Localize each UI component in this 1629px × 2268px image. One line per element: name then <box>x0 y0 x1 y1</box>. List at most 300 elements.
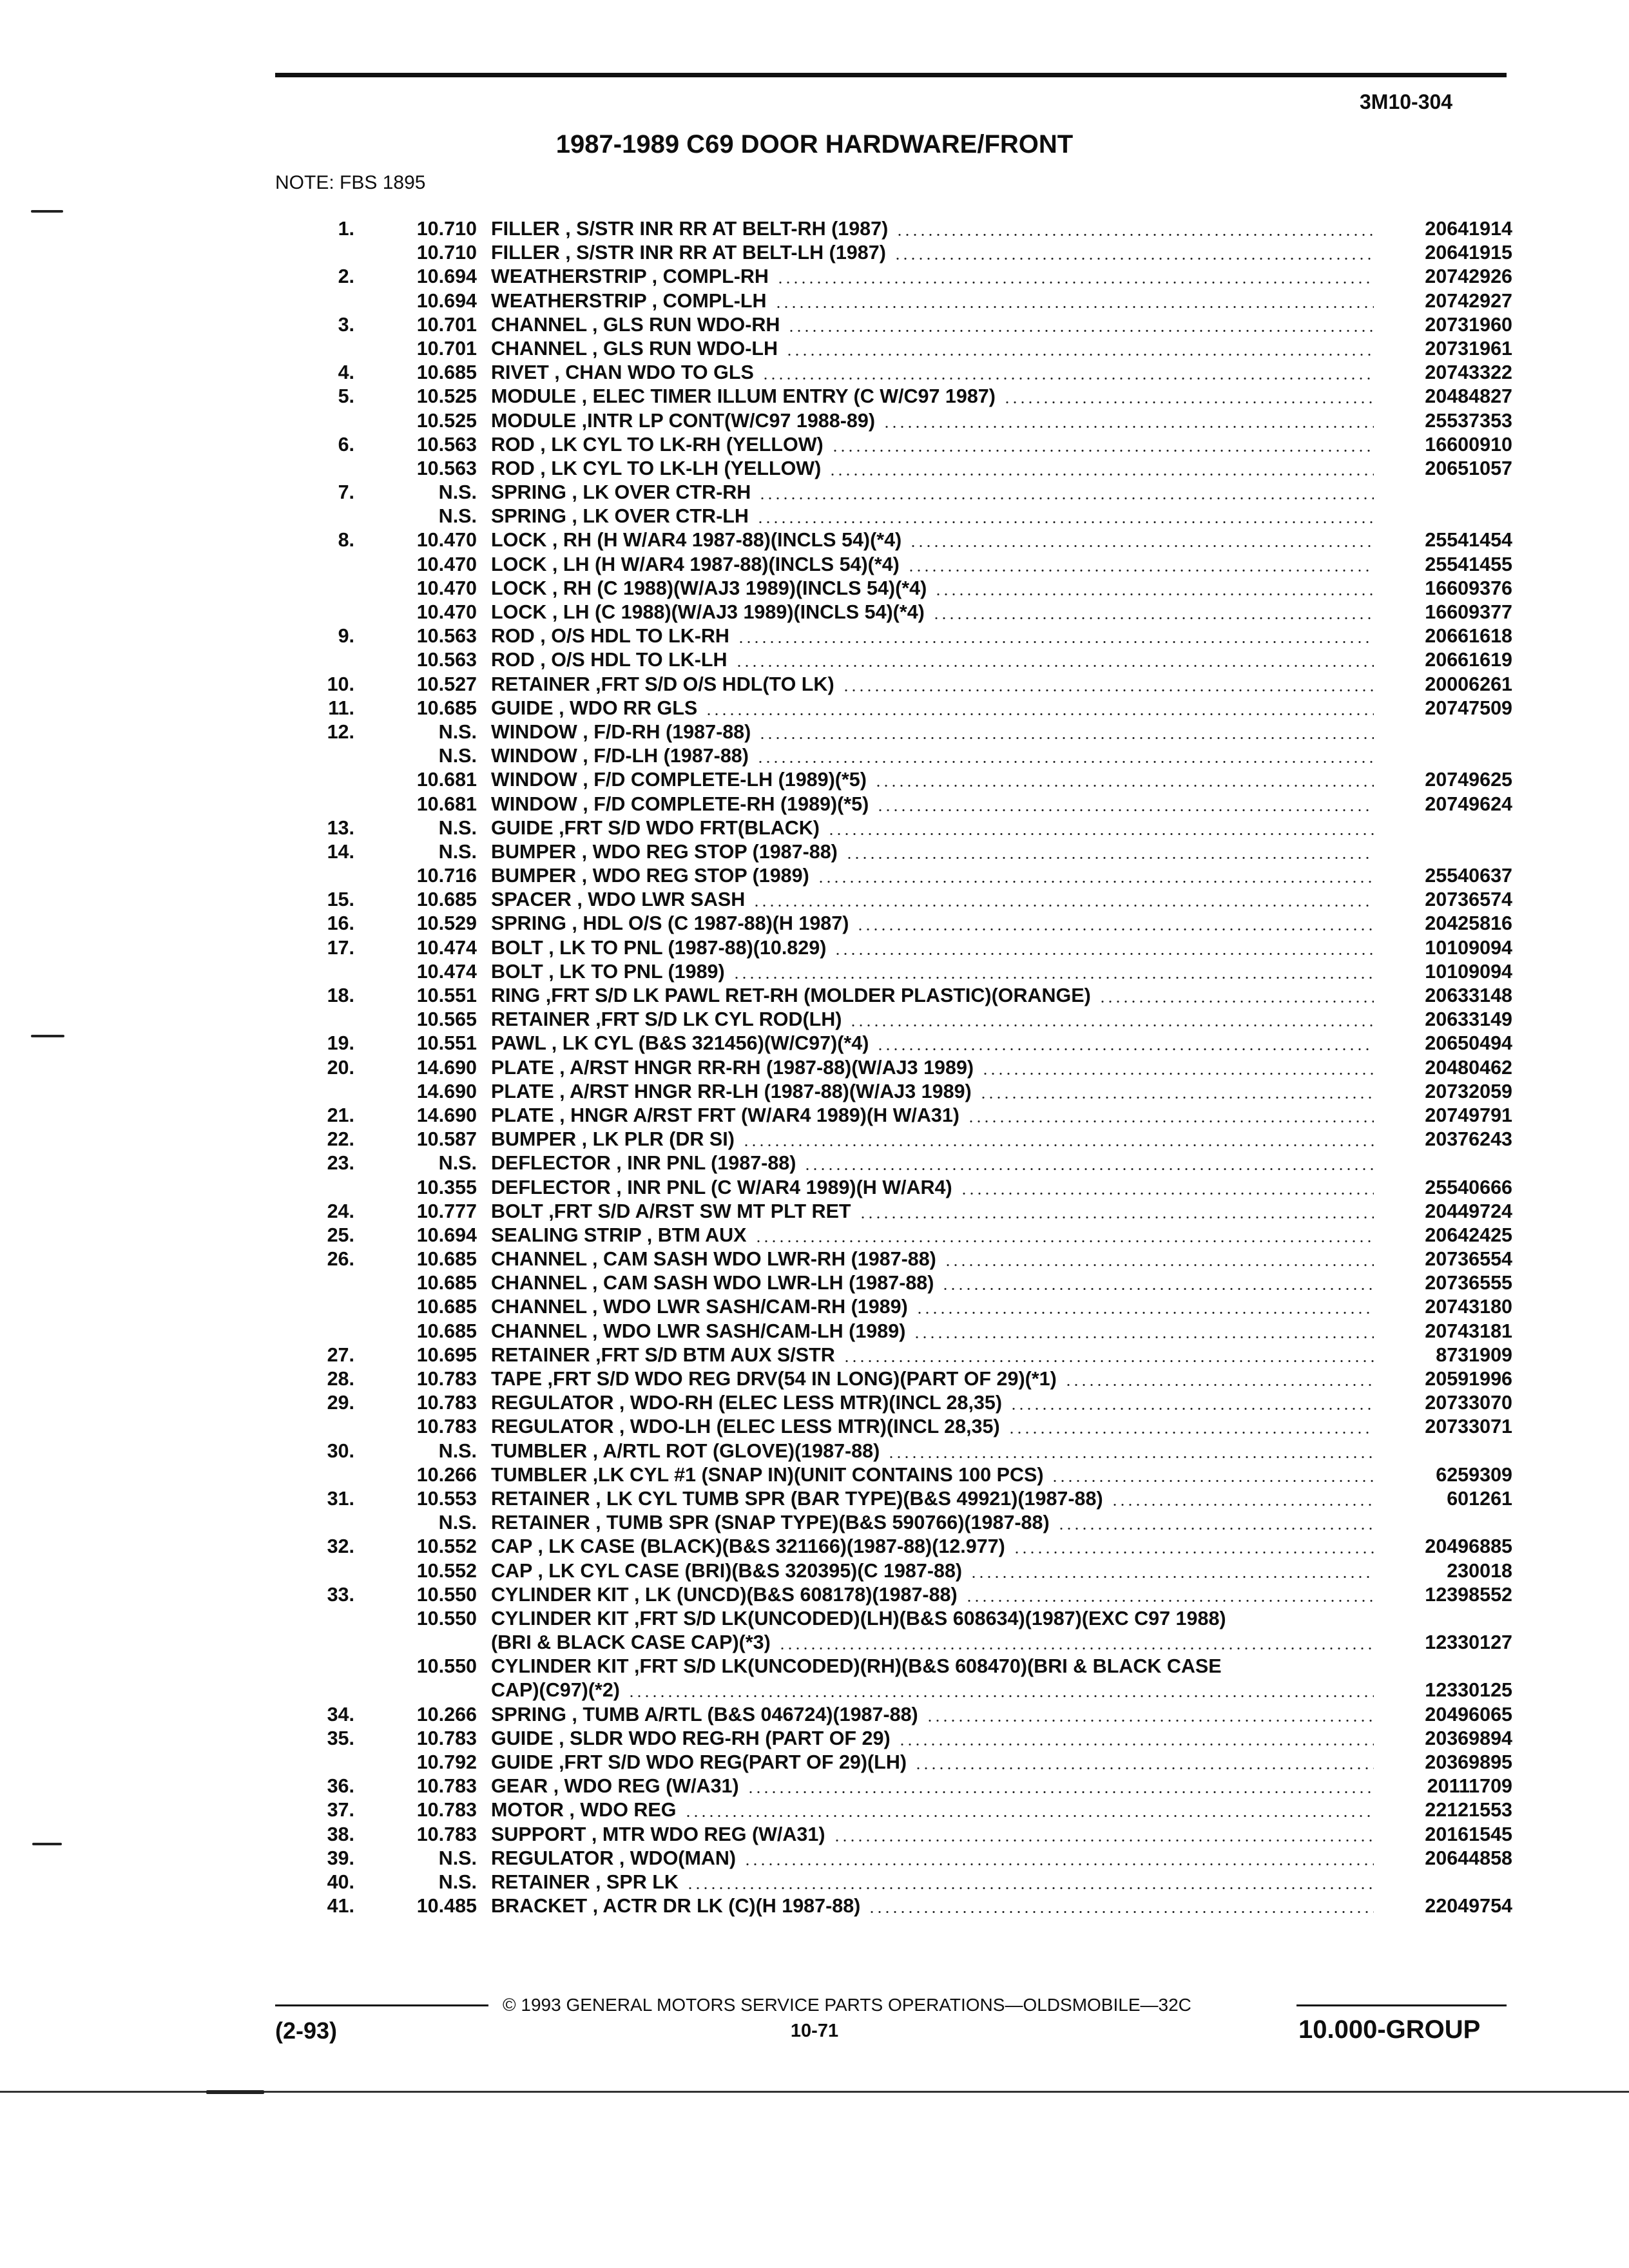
part-row <box>275 505 1512 528</box>
description-text: TUMBLER , A/RTL ROT (GLOVE)(1987-88) <box>491 1439 880 1462</box>
part-description <box>491 1247 1374 1271</box>
part-description <box>491 1271 1374 1295</box>
part-row <box>275 1080 1512 1104</box>
part-number: 20742927 <box>1425 289 1512 312</box>
description-text: CHANNEL , GLS RUN WDO-RH <box>491 313 780 336</box>
group-number: 10.783 <box>416 1823 477 1845</box>
part-row <box>275 1200 1512 1224</box>
item-number: 16. <box>327 912 354 935</box>
part-row <box>275 1678 1512 1702</box>
part-description <box>491 768 1374 792</box>
dot-leader <box>896 234 1374 236</box>
part-row <box>275 361 1512 385</box>
item-number: 7. <box>338 481 354 504</box>
dot-leader <box>1051 1480 1374 1482</box>
dot-leader <box>907 570 1374 572</box>
dot-leader <box>970 1576 1374 1578</box>
group-number: 10.685 <box>416 361 477 384</box>
group-number: 10.470 <box>416 577 477 599</box>
item-number: 24. <box>327 1200 354 1222</box>
dot-leader <box>967 1120 1374 1122</box>
part-row <box>275 768 1512 792</box>
part-row <box>275 936 1512 960</box>
group-number: 10.563 <box>416 625 477 648</box>
part-description <box>491 313 1374 337</box>
part-number: 25540637 <box>1425 865 1512 887</box>
part-number: 20650494 <box>1425 1032 1512 1055</box>
part-description <box>491 1870 1374 1894</box>
dot-leader <box>775 306 1374 308</box>
group-number: 10.694 <box>416 265 477 288</box>
part-row <box>275 1008 1512 1032</box>
group-number: N.S. <box>438 840 477 863</box>
part-row <box>275 744 1512 768</box>
part-row <box>275 840 1512 864</box>
description-text: CYLINDER KIT , LK (UNCD)(B&S 608178)(1987-88) <box>491 1583 958 1606</box>
description-text: ROD , O/S HDL TO LK-RH <box>491 625 729 648</box>
group-number: 10.565 <box>416 1008 477 1031</box>
dot-leader <box>859 1216 1374 1218</box>
group-number: 10.685 <box>416 1272 477 1294</box>
footer-copyright: © 1993 GENERAL MOTORS SERVICE PARTS OPERATIONS—OLDSMOBILE—32C <box>503 1995 1191 2015</box>
item-number: 5. <box>338 385 354 408</box>
part-number: 20496065 <box>1425 1703 1512 1725</box>
group-number: 10.470 <box>416 529 477 552</box>
part-number: 16600910 <box>1425 433 1512 456</box>
dot-leader <box>842 689 1374 691</box>
part-row <box>275 888 1512 912</box>
item-number: 17. <box>327 936 354 959</box>
part-number: 20369894 <box>1425 1727 1512 1749</box>
description-text: MODULE ,INTR LP CONT(W/C97 1988-89) <box>491 409 875 432</box>
dot-leader <box>686 1887 1374 1889</box>
dot-leader <box>833 1840 1374 1841</box>
group-number: N.S. <box>438 745 477 767</box>
dot-leader <box>737 641 1374 643</box>
part-number: 20731961 <box>1425 337 1512 360</box>
part-description <box>491 1200 1374 1224</box>
group-number: 10.783 <box>416 1727 477 1749</box>
part-description <box>491 1415 1374 1439</box>
part-row <box>275 1631 1512 1655</box>
part-number: 16609376 <box>1425 577 1512 599</box>
description-text: BOLT ,FRT S/D A/RST SW MT PLT RET <box>491 1200 851 1222</box>
description-text: CYLINDER KIT ,FRT S/D LK(UNCODED)(LH)(B&S 608634)(1987)(EXC C97 1988) <box>491 1607 1226 1629</box>
description-text: RETAINER , TUMB SPR (SNAP TYPE)(B&S 590766)(1987-88) <box>491 1512 1050 1534</box>
description-text: SPRING , LK OVER CTR-LH <box>491 505 749 528</box>
part-row <box>275 648 1512 672</box>
description-text: SUPPORT , MTR WDO REG (W/A31) <box>491 1823 825 1845</box>
description-text: MOTOR , WDO REG <box>491 1799 677 1821</box>
description-text: CHANNEL , GLS RUN WDO-LH <box>491 337 778 360</box>
group-number: 10.694 <box>416 289 477 312</box>
group-number: 10.681 <box>416 793 477 815</box>
part-number: 20633148 <box>1425 985 1512 1006</box>
part-description <box>491 840 1374 864</box>
part-description <box>491 1703 1374 1727</box>
part-number: 20749625 <box>1425 769 1512 791</box>
dot-leader <box>786 354 1374 356</box>
item-number: 8. <box>338 529 354 552</box>
group-number: 10.529 <box>416 912 477 935</box>
group-number: 10.474 <box>416 936 477 959</box>
dot-leader <box>755 1240 1374 1242</box>
group-number: 14.690 <box>416 1056 477 1079</box>
group-number: 10.716 <box>416 865 477 887</box>
part-description <box>491 888 1374 912</box>
description-text: ROD , LK CYL TO LK-RH (YELLOW) <box>491 433 824 456</box>
description-text: SPRING , LK OVER CTR-RH <box>491 481 751 504</box>
group-number: 10.355 <box>416 1176 477 1198</box>
part-description <box>491 528 1374 552</box>
dot-leader <box>934 593 1374 595</box>
part-number: 20749791 <box>1425 1104 1512 1126</box>
page-note <box>275 172 425 194</box>
part-row <box>275 1487 1512 1511</box>
dot-leader <box>944 1264 1374 1266</box>
part-number: 20742926 <box>1425 265 1512 288</box>
dot-leader <box>1003 401 1374 403</box>
item-number: 31. <box>327 1487 354 1510</box>
group-number: N.S. <box>438 816 477 839</box>
group-number: N.S. <box>438 1870 477 1893</box>
group-number: 10.474 <box>416 960 477 983</box>
part-description <box>491 673 1374 697</box>
description-text: WINDOW , F/D-LH (1987-88) <box>491 745 749 767</box>
item-number: 26. <box>327 1248 354 1271</box>
part-number: 20641914 <box>1425 218 1512 240</box>
dot-leader <box>834 953 1374 955</box>
dot-leader <box>787 330 1374 332</box>
group-number: 10.792 <box>416 1751 477 1773</box>
part-description <box>491 1463 1374 1487</box>
part-description <box>491 1224 1374 1247</box>
dot-leader <box>876 1048 1374 1050</box>
part-description <box>491 960 1374 984</box>
description-text: ROD , O/S HDL TO LK-LH <box>491 649 728 671</box>
part-row <box>275 912 1512 936</box>
part-number: 6259309 <box>1436 1463 1512 1486</box>
part-number: 12398552 <box>1425 1583 1512 1606</box>
group-number: N.S. <box>438 1152 477 1175</box>
description-text: REGULATOR , WDO(MAN) <box>491 1847 737 1869</box>
group-number: 10.553 <box>416 1487 477 1510</box>
description-text: LOCK , LH (C 1988)(W/AJ3 1989)(INCLS 54)(*4) <box>491 601 925 623</box>
part-row <box>275 1847 1512 1870</box>
description-text: BUMPER , WDO REG STOP (1989) <box>491 865 809 887</box>
description-text: BUMPER , WDO REG STOP (1987-88) <box>491 840 838 863</box>
item-number: 27. <box>327 1343 354 1366</box>
group-number: 10.783 <box>416 1392 477 1414</box>
part-description <box>491 912 1374 936</box>
dot-leader <box>979 1097 1374 1099</box>
part-row <box>275 433 1512 457</box>
group-number: 10.685 <box>416 697 477 719</box>
group-number: 10.563 <box>416 649 477 671</box>
description-text: GUIDE , WDO RR GLS <box>491 697 698 719</box>
part-row <box>275 1151 1512 1175</box>
description-text: LOCK , RH (C 1988)(W/AJ3 1989)(INCLS 54)(*4) <box>491 577 927 599</box>
group-number: N.S. <box>438 1439 477 1462</box>
part-number: 20496885 <box>1425 1535 1512 1558</box>
part-number: 601261 <box>1447 1487 1512 1510</box>
part-number: 25541454 <box>1425 529 1512 552</box>
dot-leader <box>1057 1528 1374 1530</box>
group-number: 10.527 <box>416 673 477 695</box>
margin-mark <box>32 1843 62 1845</box>
part-description <box>491 1104 1374 1128</box>
part-description <box>491 1320 1374 1343</box>
part-description <box>491 1295 1374 1319</box>
part-description <box>491 1151 1374 1175</box>
description-text: RETAINER ,FRT S/D LK CYL ROD(LH) <box>491 1008 842 1031</box>
dot-leader <box>684 1815 1374 1817</box>
part-description <box>491 457 1374 481</box>
part-row <box>275 1391 1512 1415</box>
description-text: (BRI & BLACK CASE CAP)(*3) <box>491 1631 771 1654</box>
part-row <box>275 1343 1512 1367</box>
footer-rule-left <box>275 2004 488 2006</box>
item-number: 40. <box>327 1870 354 1893</box>
item-number: 6. <box>338 433 354 456</box>
part-description <box>491 936 1374 960</box>
part-number: 20111709 <box>1427 1775 1512 1798</box>
part-row <box>275 1056 1512 1080</box>
description-text: REGULATOR , WDO-LH (ELEC LESS MTR)(INCL 28,35) <box>491 1416 1000 1438</box>
dot-leader <box>757 521 1374 523</box>
description-text: CAP , LK CASE (BLACK)(B&S 321166)(1987-88)(12.977) <box>491 1535 1005 1558</box>
dot-leader <box>894 258 1374 260</box>
description-text: GUIDE ,FRT S/D WDO REG(PART OF 29)(LH) <box>491 1751 907 1773</box>
part-row <box>275 1607 1512 1631</box>
page-title: 1987-1989 C69 DOOR HARDWARE/FRONT <box>555 130 1074 159</box>
part-number: 22049754 <box>1425 1895 1512 1917</box>
description-text: RETAINER ,FRT S/D O/S HDL(TO LK) <box>491 673 834 695</box>
dot-leader <box>735 665 1374 667</box>
part-row <box>275 1295 1512 1319</box>
part-description <box>491 1847 1374 1870</box>
part-row <box>275 697 1512 720</box>
part-description <box>491 481 1374 505</box>
part-row <box>275 673 1512 697</box>
description-text: LOCK , RH (H W/AR4 1987-88)(INCLS 54)(*4) <box>491 529 902 552</box>
part-row <box>275 1751 1512 1774</box>
part-row <box>275 1128 1512 1151</box>
dot-leader <box>705 713 1374 715</box>
part-description <box>491 1032 1374 1055</box>
part-number: 20449724 <box>1425 1200 1512 1222</box>
dot-leader <box>868 1911 1374 1913</box>
item-number: 33. <box>327 1583 354 1606</box>
description-text: WEATHERSTRIP , COMPL-RH <box>491 265 769 288</box>
part-row <box>275 553 1512 577</box>
dot-leader <box>817 881 1374 883</box>
footer-rule-right <box>1296 2004 1507 2006</box>
item-number: 20. <box>327 1056 354 1079</box>
item-number: 13. <box>327 816 354 839</box>
part-description <box>491 1678 1374 1702</box>
part-row <box>275 1367 1512 1391</box>
description-text: BRACKET , ACTR DR LK (C)(H 1987-88) <box>491 1895 861 1917</box>
item-number: 25. <box>327 1224 354 1246</box>
item-number: 28. <box>327 1368 354 1390</box>
description-text: BUMPER , LK PLR (DR SI) <box>491 1128 735 1151</box>
item-number: 39. <box>327 1847 354 1869</box>
item-number: 4. <box>338 361 354 384</box>
part-description <box>491 1607 1512 1631</box>
group-number: N.S. <box>438 720 477 743</box>
part-row <box>275 1104 1512 1128</box>
part-number: 20661618 <box>1425 625 1512 648</box>
part-number: 20736574 <box>1425 889 1512 911</box>
part-row <box>275 1774 1512 1798</box>
footer-group: 10.000-GROUP <box>1298 2015 1481 2044</box>
part-number: 16609377 <box>1425 601 1512 623</box>
part-row <box>275 624 1512 648</box>
item-number: 41. <box>327 1895 354 1917</box>
part-description <box>491 984 1374 1008</box>
part-description <box>491 1894 1374 1918</box>
description-text: RETAINER , LK CYL TUMB SPR (BAR TYPE)(B&S 49921)(1987-88) <box>491 1487 1103 1510</box>
group-number: 10.550 <box>416 1583 477 1606</box>
part-description <box>491 217 1374 241</box>
top-rule <box>275 73 1507 77</box>
description-text: FILLER , S/STR INR RR AT BELT-RH (1987) <box>491 218 889 240</box>
dot-leader <box>883 426 1374 428</box>
group-number: 10.685 <box>416 1296 477 1318</box>
part-number: 8731909 <box>1436 1343 1512 1366</box>
dot-leader <box>909 545 1374 547</box>
dot-leader <box>941 1288 1374 1290</box>
part-description <box>491 648 1374 672</box>
group-number: N.S. <box>438 1847 477 1869</box>
part-row <box>275 1894 1512 1918</box>
description-text: PLATE , A/RST HNGR RR-LH (1987-88)(W/AJ3 1989) <box>491 1080 972 1102</box>
margin-mark <box>31 1035 64 1037</box>
description-text: GUIDE ,FRT S/D WDO FRT(BLACK) <box>491 816 820 839</box>
group-number: 10.701 <box>416 313 477 336</box>
item-number: 37. <box>327 1799 354 1821</box>
description-text: CAP)(C97)(*2) <box>491 1679 620 1702</box>
group-number: 10.552 <box>416 1559 477 1582</box>
margin-mark <box>206 2090 264 2094</box>
part-description <box>491 1798 1374 1822</box>
part-number: 20749624 <box>1425 793 1512 815</box>
description-text: RING ,FRT S/D LK PAWL RET-RH (MOLDER PLASTIC)(ORANGE) <box>491 985 1091 1006</box>
dot-leader <box>1008 1432 1374 1434</box>
part-description <box>491 385 1374 408</box>
description-text: WINDOW , F/D-RH (1987-88) <box>491 720 751 743</box>
dot-leader <box>932 617 1374 619</box>
part-number: 12330125 <box>1425 1679 1512 1702</box>
dot-leader <box>827 833 1374 835</box>
group-number: 10.685 <box>416 889 477 911</box>
part-description <box>491 697 1374 720</box>
part-row <box>275 577 1512 601</box>
item-number: 29. <box>327 1392 354 1414</box>
note-value: FBS 1895 <box>340 172 426 193</box>
group-number: 10.777 <box>416 1200 477 1222</box>
dot-leader <box>1099 1001 1374 1003</box>
description-text: WEATHERSTRIP , COMPL-LH <box>491 289 767 312</box>
description-text: REGULATOR , WDO-RH (ELEC LESS MTR)(INCL 28,35) <box>491 1392 1003 1414</box>
item-number: 15. <box>327 889 354 911</box>
description-text: CHANNEL , CAM SASH WDO LWR-LH (1987-88) <box>491 1272 934 1294</box>
part-row <box>275 337 1512 361</box>
dot-leader <box>628 1695 1374 1697</box>
footer-date: (2-93) <box>275 2017 338 2044</box>
group-number: 10.525 <box>416 385 477 408</box>
group-number: 10.694 <box>416 1224 477 1246</box>
part-number: 20633149 <box>1425 1008 1512 1031</box>
part-row <box>275 385 1512 408</box>
description-text: PAWL , LK CYL (B&S 321456)(W/C97)(*4) <box>491 1032 869 1055</box>
dot-leader <box>926 1720 1374 1722</box>
part-description <box>491 1367 1374 1391</box>
item-number: 36. <box>327 1775 354 1798</box>
part-row <box>275 864 1512 888</box>
part-description <box>491 1128 1374 1151</box>
dot-leader <box>831 450 1374 452</box>
part-description <box>491 624 1374 648</box>
group-number: 10.470 <box>416 553 477 575</box>
dot-leader <box>758 737 1374 739</box>
part-description <box>491 793 1374 816</box>
part-description <box>491 361 1374 385</box>
dot-leader <box>845 857 1374 859</box>
dot-leader <box>1010 1408 1374 1410</box>
item-number: 3. <box>338 313 354 336</box>
description-text: DEFLECTOR , INR PNL (C W/AR4 1989)(H W/AR4) <box>491 1176 952 1198</box>
dot-leader <box>747 1791 1374 1793</box>
dot-leader <box>856 928 1374 930</box>
part-description <box>491 265 1374 289</box>
dot-leader <box>1065 1384 1374 1386</box>
dot-leader <box>965 1600 1374 1602</box>
page-code: 3M10-304 <box>1360 90 1453 113</box>
dot-leader <box>887 1456 1374 1458</box>
item-number: 1. <box>338 218 354 240</box>
part-number: 20736555 <box>1425 1272 1512 1294</box>
part-row <box>275 720 1512 744</box>
item-number: 34. <box>327 1703 354 1725</box>
part-description <box>491 1391 1374 1415</box>
part-description <box>491 744 1374 768</box>
part-number: 230018 <box>1447 1559 1512 1582</box>
part-row <box>275 1463 1512 1487</box>
part-description <box>491 289 1374 313</box>
part-number: 20651057 <box>1425 457 1512 479</box>
part-description <box>491 1727 1374 1751</box>
dot-leader <box>913 1336 1374 1338</box>
part-description <box>491 1511 1374 1535</box>
part-number: 20732059 <box>1425 1080 1512 1102</box>
part-row <box>275 265 1512 289</box>
group-number: 10.695 <box>416 1343 477 1366</box>
part-number: 20733071 <box>1425 1416 1512 1438</box>
description-text: SPACER , WDO LWR SASH <box>491 889 746 911</box>
group-number: 10.685 <box>416 1320 477 1342</box>
part-row <box>275 1176 1512 1200</box>
dot-leader <box>753 905 1374 907</box>
part-description <box>491 1487 1374 1511</box>
group-number: N.S. <box>438 505 477 528</box>
item-number: 12. <box>327 720 354 743</box>
part-number: 22121553 <box>1425 1799 1512 1821</box>
part-description <box>491 1631 1374 1655</box>
part-row <box>275 217 1512 241</box>
part-description <box>491 864 1374 888</box>
